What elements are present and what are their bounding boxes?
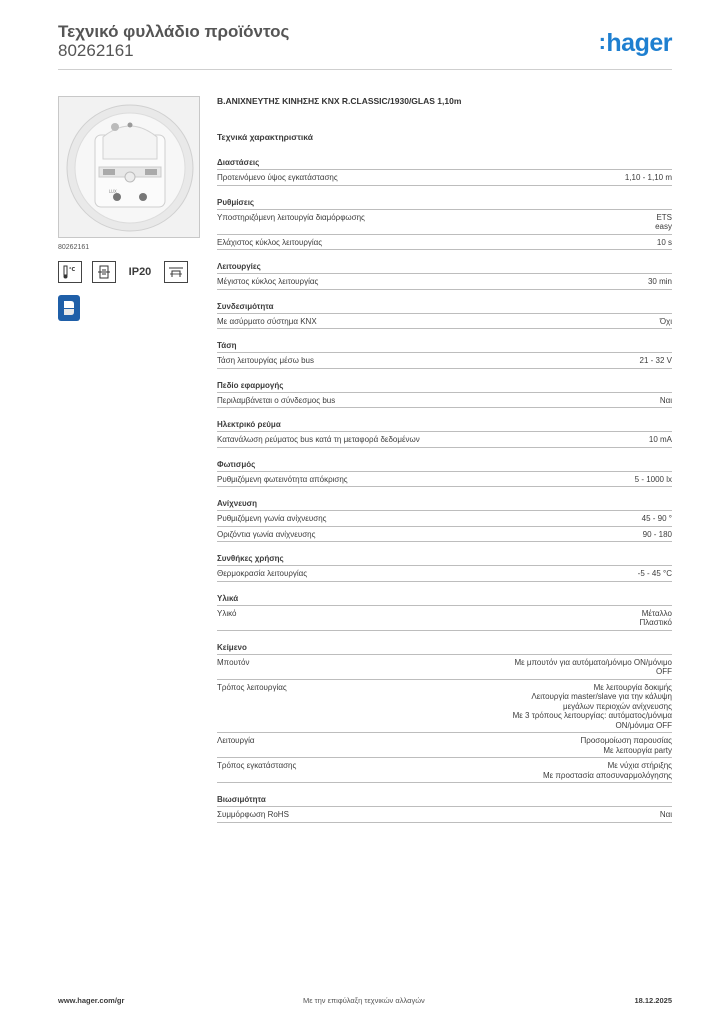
spec-value: Με 3 τρόπους λειτουργίας: αυτόματος/μόνιμα bbox=[512, 711, 672, 720]
spec-row bbox=[217, 606, 672, 631]
spec-value: Με νύχια στήριξης bbox=[607, 761, 672, 770]
spec-values bbox=[543, 761, 672, 780]
product-icons bbox=[58, 261, 200, 283]
spec-value: 45 - 90 ° bbox=[641, 514, 672, 523]
spec-values bbox=[635, 475, 672, 485]
spec-values bbox=[655, 213, 672, 232]
spec-value: 5 - 1000 lx bbox=[634, 474, 672, 484]
spec-label: Λειτουργία bbox=[217, 736, 255, 745]
spec-label: Θερμοκρασία λειτουργίας bbox=[217, 569, 308, 578]
section-title: Τάση bbox=[217, 341, 672, 353]
spec-label: Περιλαμβάνεται ο σύνδεσμος bus bbox=[217, 395, 336, 405]
product-image bbox=[58, 96, 200, 238]
spec-section bbox=[217, 420, 672, 448]
spec-value: Προσομοίωση παρουσίας bbox=[580, 736, 672, 745]
svg-text:LUX: LUX bbox=[109, 189, 117, 194]
din-rail-icon bbox=[92, 261, 116, 283]
spec-value: Ναι bbox=[659, 395, 672, 405]
logo-text: hager bbox=[606, 29, 672, 57]
spec-row bbox=[217, 393, 672, 409]
section-title: Συνθήκες χρήσης bbox=[217, 554, 672, 566]
logo-colon: : bbox=[598, 29, 606, 54]
spec-row bbox=[217, 511, 672, 527]
spec-label: Υλικό bbox=[217, 608, 237, 618]
product-sidebar bbox=[58, 96, 200, 321]
hager-logo bbox=[599, 29, 672, 58]
spec-section bbox=[217, 460, 672, 488]
spec-row bbox=[217, 432, 672, 448]
spec-value: easy bbox=[655, 222, 672, 231]
spec-label: Κατανάλωση ρεύματος bus κατά τη μεταφορά δεδομένων bbox=[217, 435, 420, 444]
spec-values bbox=[625, 173, 672, 183]
section-title: Υλικά bbox=[217, 594, 672, 606]
page-header bbox=[58, 20, 672, 70]
spec-values bbox=[638, 569, 672, 579]
spec-value: Με λειτουργία party bbox=[603, 745, 672, 755]
section-title: Κείμενο bbox=[217, 643, 672, 655]
spec-row bbox=[217, 807, 672, 823]
spec-values bbox=[643, 530, 672, 540]
spec-row bbox=[217, 210, 672, 235]
spec-label: Τάση λειτουργίας μέσω bus bbox=[217, 356, 314, 365]
spec-sections bbox=[217, 158, 672, 823]
section-title: Βιωσιμότητα bbox=[217, 795, 672, 807]
spec-label: Προτεινόμενο ύψος εγκατάστασης bbox=[217, 173, 338, 182]
spec-label: Τρόπος λειτουργίας bbox=[217, 682, 287, 692]
spec-value: Με μπουτόν για αυτόματο/μόνιμο ON/μόνιμο bbox=[514, 657, 672, 667]
spec-values bbox=[660, 396, 672, 406]
spec-label: Οριζόντια γωνία ανίχνευσης bbox=[217, 529, 316, 539]
spec-row bbox=[217, 680, 672, 734]
spec-value: 10 mA bbox=[648, 435, 672, 444]
section-title: Ηλεκτρικό ρεύμα bbox=[217, 420, 672, 432]
spec-row bbox=[217, 235, 672, 251]
page-footer bbox=[58, 996, 672, 1010]
spec-value: Μέταλλο bbox=[641, 608, 672, 618]
spec-row bbox=[217, 353, 672, 369]
footer-url[interactable]: www.hager.com/gr bbox=[58, 996, 125, 1005]
spec-section bbox=[217, 158, 672, 186]
spec-value: μεγάλων περιοχών ανίχνευσης bbox=[562, 701, 672, 711]
spec-label: Με ασύρματο σύστημα KNX bbox=[217, 316, 317, 326]
spec-value: 21 - 32 V bbox=[639, 356, 672, 365]
spec-section bbox=[217, 643, 672, 784]
spec-values bbox=[581, 736, 672, 755]
spec-section bbox=[217, 198, 672, 251]
product-name: Β.ΑΝΙΧΝΕΥΤΗΣ ΚΙΝΗΣΗΣ KNX R.CLASSIC/1930/GLAS 1,10m bbox=[217, 96, 462, 106]
spec-values bbox=[639, 609, 672, 628]
spec-values bbox=[640, 356, 672, 366]
spec-value: ON/μόνιμα OFF bbox=[615, 720, 672, 730]
spec-row bbox=[217, 170, 672, 186]
document-title: Τεχνικό φυλλάδιο προϊόντος bbox=[58, 22, 290, 41]
spec-label: Υποστηριζόμενη λειτουργία διαμόρφωσης bbox=[217, 212, 365, 222]
ip20-icon: IP20 bbox=[128, 266, 152, 278]
spec-section bbox=[217, 341, 672, 369]
footer-date: 18.12.2025 bbox=[634, 996, 672, 1005]
knx-badge-icon bbox=[58, 295, 80, 321]
section-title: Συνδεσιμότητα bbox=[217, 302, 672, 314]
section-title: Ρυθμίσεις bbox=[217, 198, 672, 210]
spec-row bbox=[217, 274, 672, 290]
spec-value: Πλαστικό bbox=[639, 618, 672, 627]
spec-row bbox=[217, 655, 672, 680]
spec-section bbox=[217, 554, 672, 582]
spec-row bbox=[217, 566, 672, 582]
spec-value: 30 min bbox=[647, 277, 672, 286]
spec-values bbox=[514, 658, 672, 677]
spec-row bbox=[217, 314, 672, 330]
product-image-code: 80262161 bbox=[58, 244, 90, 251]
spec-value: Με λειτουργία δοκιμής bbox=[593, 682, 672, 692]
spec-value: OFF bbox=[656, 667, 672, 676]
spec-values bbox=[513, 683, 672, 731]
section-title: Πεδίο εφαρμογής bbox=[217, 381, 672, 393]
spec-value: Λειτουργία master/slave για την κάλυψη bbox=[531, 692, 672, 701]
spec-values bbox=[642, 514, 672, 524]
spec-value: 90 - 180 bbox=[642, 529, 672, 539]
temperature-icon bbox=[58, 261, 82, 283]
spec-values bbox=[648, 277, 672, 287]
spec-value: 1,10 - 1,10 m bbox=[624, 173, 672, 182]
spec-section bbox=[217, 795, 672, 823]
svg-text:°C: °C bbox=[69, 267, 76, 273]
spec-row bbox=[217, 472, 672, 488]
mounting-icon bbox=[164, 261, 188, 283]
technical-features-title: Τεχνικά χαρακτηριστικά bbox=[217, 132, 313, 142]
spec-section bbox=[217, 499, 672, 542]
section-title: Φωτισμός bbox=[217, 460, 672, 472]
section-title: Διαστάσεις bbox=[217, 158, 672, 170]
spec-label: Ρυθμιζόμενη γωνία ανίχνευσης bbox=[217, 514, 327, 523]
spec-section bbox=[217, 302, 672, 330]
section-title: Λειτουργίες bbox=[217, 262, 672, 274]
spec-section bbox=[217, 381, 672, 409]
spec-value: 10 s bbox=[656, 237, 672, 247]
specifications bbox=[217, 96, 672, 823]
spec-values bbox=[660, 810, 672, 820]
spec-label: Μπουτόν bbox=[217, 657, 250, 667]
spec-values bbox=[657, 238, 672, 248]
spec-section bbox=[217, 594, 672, 631]
spec-values bbox=[649, 435, 672, 445]
spec-value: Ναι bbox=[659, 810, 672, 819]
spec-label: Τρόπος εγκατάστασης bbox=[217, 761, 297, 770]
section-title: Ανίχνευση bbox=[217, 499, 672, 511]
spec-value: ETS bbox=[656, 212, 672, 222]
motion-detector-illustration bbox=[59, 97, 200, 238]
spec-value: Με προστασία αποσυναρμολόγησης bbox=[542, 770, 672, 780]
spec-value: -5 - 45 °C bbox=[637, 569, 672, 578]
spec-label: Συμμόρφωση RoHS bbox=[217, 810, 289, 819]
spec-section bbox=[217, 262, 672, 290]
spec-label: Μέγιστος κύκλος λειτουργίας bbox=[217, 277, 319, 286]
spec-value: Όχι bbox=[659, 316, 672, 326]
spec-label: Ρυθμιζόμενη φωτεινότητα απόκρισης bbox=[217, 474, 348, 484]
spec-row bbox=[217, 733, 672, 758]
document-number: 80262161 bbox=[58, 41, 134, 60]
spec-row bbox=[217, 758, 672, 783]
spec-row bbox=[217, 527, 672, 543]
spec-label: Ελάχιστος κύκλος λειτουργίας bbox=[217, 237, 323, 247]
footer-note: Με την επιφύλαξη τεχνικών αλλαγών bbox=[303, 996, 425, 1005]
spec-values bbox=[660, 317, 672, 327]
